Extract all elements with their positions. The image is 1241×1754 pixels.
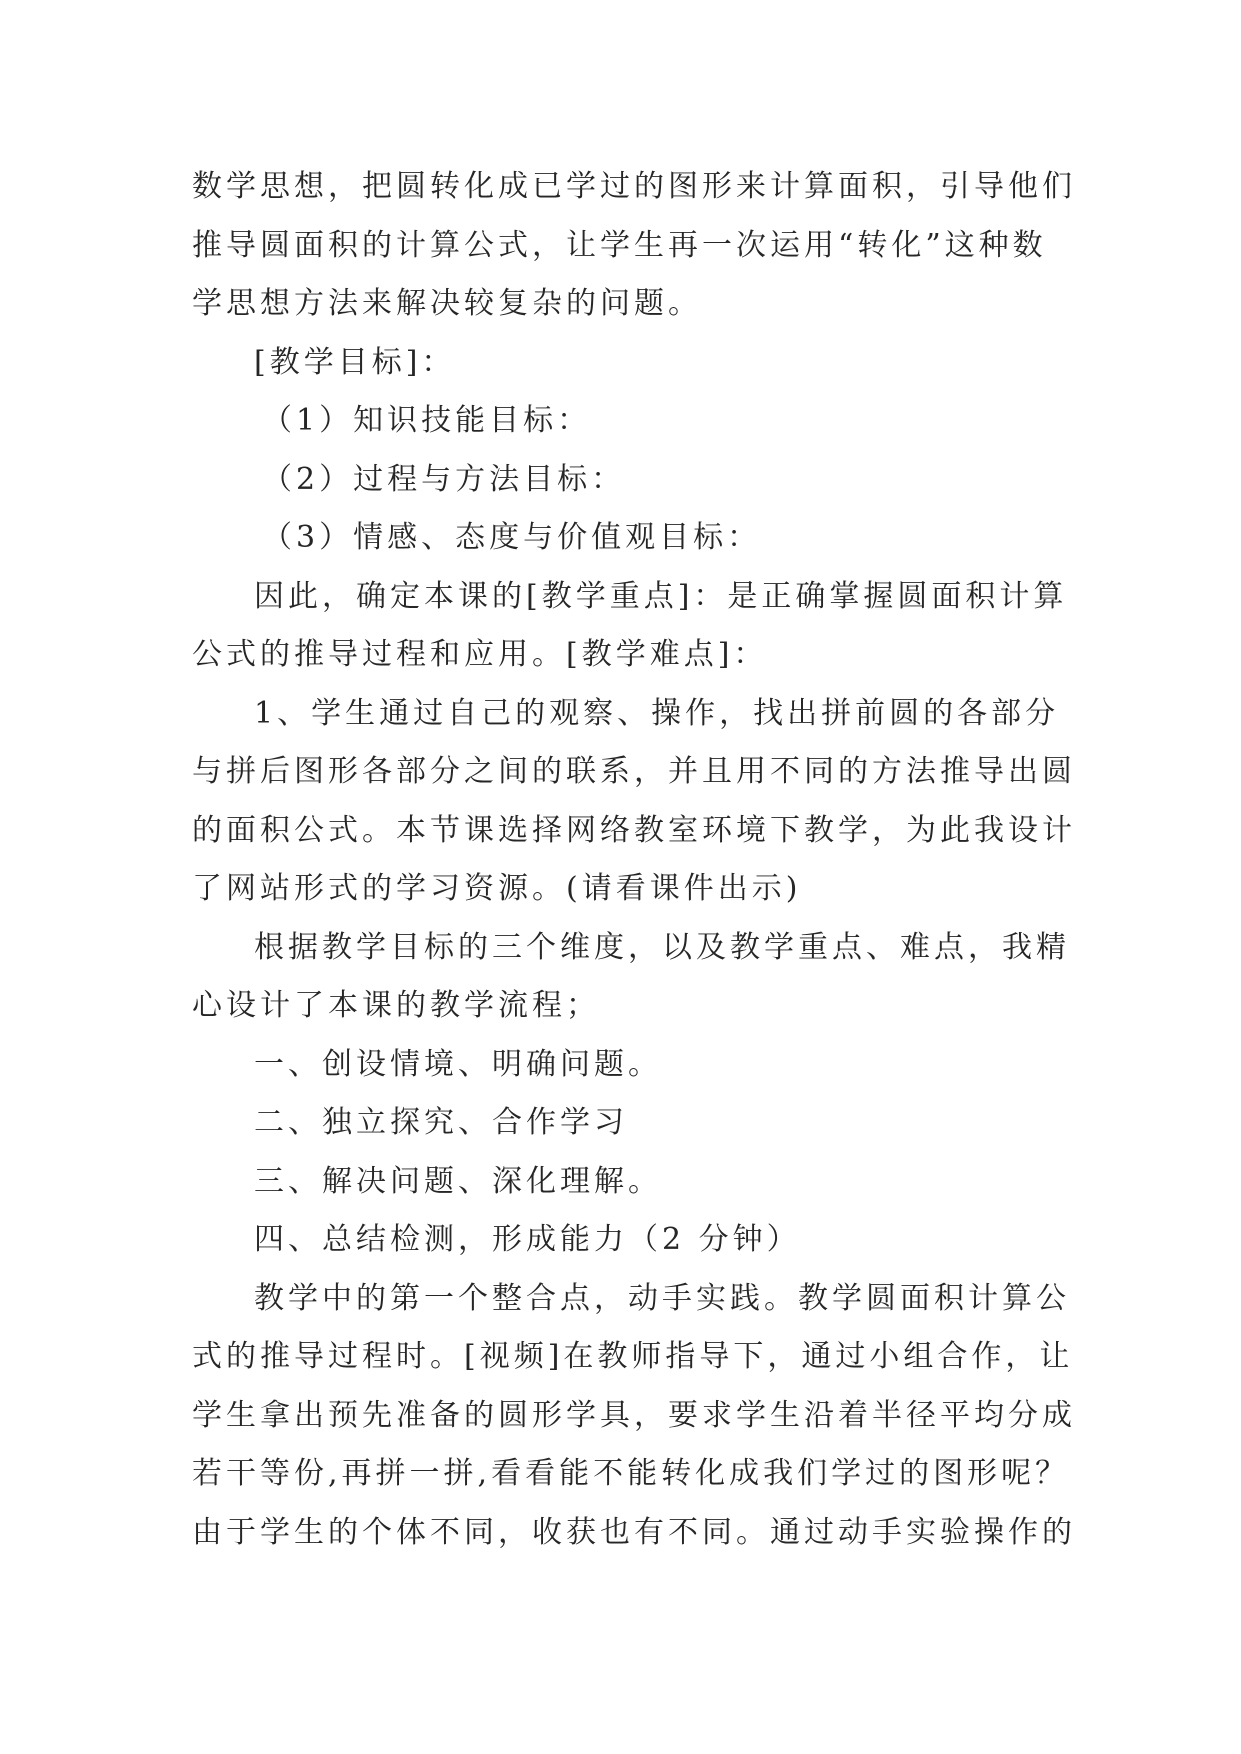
- text-line: （2）过程与方法目标：: [262, 461, 626, 497]
- text-line: 根据教学目标的三个维度，以及教学重点、难点，我精: [254, 929, 1070, 965]
- text-line: 式的推导过程时。[视频]在教师指导下，通过小组合作，让: [192, 1339, 1074, 1374]
- text-line: 的面积公式。本节课选择网络教室环境下教学，为此我设计: [192, 812, 1076, 848]
- text-line: 四、总结检测，形成能力（2 分钟）: [254, 1222, 801, 1257]
- text-line: 与拼后图形各部分之间的联系，并且用不同的方法推导出圆: [192, 754, 1076, 789]
- body-text: [192, 158, 1076, 1562]
- text-line: （3）情感、态度与价值观目标：: [262, 520, 762, 555]
- text-line: 一、创设情境、明确问题。: [254, 1046, 662, 1082]
- text-line: 学生拿出预先准备的圆形学具，要求学生沿着半径平均分成: [192, 1397, 1076, 1433]
- text-line: 数学思想，把圆转化成已学过的图形来计算面积，引导他们: [192, 169, 1076, 204]
- text-line: 二、独立探究、合作学习: [254, 1105, 628, 1140]
- text-line: 由于学生的个体不同，收获也有不同。通过动手实验操作的: [192, 1514, 1076, 1550]
- text-line: 因此，确定本课的[教学重点]：是正确掌握圆面积计算: [254, 578, 1068, 614]
- text-line: 1、学生通过自己的观察、操作，找出拼前圆的各部分: [254, 695, 1060, 731]
- text-line: （1）知识技能目标：: [262, 403, 592, 438]
- text-line: 推导圆面积的计算公式，让学生再一次运用“转化”这种数: [192, 227, 1047, 263]
- text-line: 公式的推导过程和应用。[教学难点]：: [192, 637, 768, 672]
- text-line: 教学中的第一个整合点，动手实践。教学圆面积计算公: [254, 1280, 1070, 1316]
- text-line: 心设计了本课的教学流程；: [192, 988, 600, 1023]
- text-line: 了网站形式的学习资源。(请看课件出示): [192, 871, 802, 906]
- text-line: 学思想方法来解决较复杂的问题。: [192, 286, 702, 321]
- text-line: 若干等份,再拼一拼,看看能不能转化成我们学过的图形呢？: [192, 1456, 1070, 1491]
- text-line: 三、解决问题、深化理解。: [254, 1163, 662, 1199]
- text-line: [教学目标]：: [254, 344, 456, 380]
